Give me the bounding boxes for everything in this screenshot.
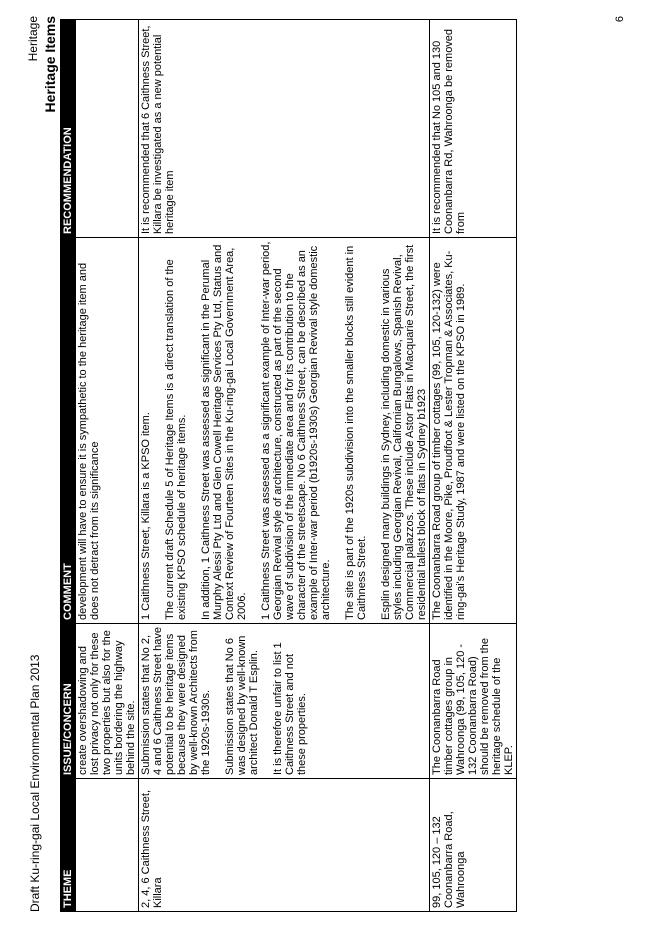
- comment-paragraph: The site is part of the 1920s subdivision into the smaller blocks still evident in Caithness Street.: [344, 245, 368, 620]
- comment-cell: [430, 238, 517, 624]
- comment-cell: [139, 238, 430, 624]
- issue-paragraph: create overshadowing and lost privacy not only for these two properties but also for the units bordering the highway behind the site.: [77, 630, 137, 775]
- heritage-table: [60, 19, 517, 912]
- header-theme: THEME: [61, 779, 76, 912]
- comment-paragraph: 1 Caithness Street, Killara is a KPSO item.: [140, 412, 152, 620]
- table-header-row: [61, 20, 76, 912]
- theme-cell: [139, 779, 430, 912]
- comment-paragraph: In addition, 1 Caithness Street was assessed as significant in the Perumal Murphy Alessi Pty Ltd and Glen Cowell Heritage Services Pty Ltd, Status and Context Review of Fourteen Sites in the Ku-ring-gai Local Government Area, 2006.: [200, 244, 248, 620]
- comment-paragraph: Esplin designed many buildings in Sydney, including domestic in various styles including Georgian Revival, Californian Bungalows, Spanish Revival, Commercial palazzos. These include Astor Flats in Macquarie Street, the first residential tallest block of flats in Sydney b1923: [380, 244, 428, 620]
- recommendation-paragraph: It is recommended that No 105 and 130 Coonanbarra Rd, Wahroonga be removed from: [431, 28, 467, 234]
- table-row: [139, 20, 430, 912]
- comment-paragraph: 1 Caithness Street was assessed as a significant example of Inter-war period, Georgian Revival style of architecture, constructed as part of the second wave of subdivision of the immediate area and for its contribution to the character of the streetscape. No 6 Caithness Street, can be described as an example of Inter-war period (b1920s-1930s) Georgian Revival style domestic architecture.: [260, 241, 332, 620]
- comment-cell: [76, 238, 139, 624]
- header-recommendation: RECOMMENDATION: [61, 20, 76, 238]
- issue-paragraph: Submission states that No 2, 4 and 6 Caithness Street have potential to be heritage items because they were designed by well-known Architects from the 1920s-1930s.: [140, 627, 212, 775]
- issue-cell: [139, 624, 430, 779]
- table-row: [430, 20, 517, 912]
- table-row: [76, 20, 139, 912]
- comment-paragraph: The Coonanbarra Road group of timber cottages (99, 105, 120-132) were identified in the Moore, Pike, Proudfoot & Lester Tropman & Associates, Ku-ring-gai's Heritage Study, 1987 and were listed on the KPSO in 1989.: [431, 250, 467, 620]
- issue-paragraph: The Coonanbarra Road timber cottages group in Wahroonga (99, 105, 120 - 132 Coonanbarra Road) should be removed from the heritage schedule of the KLEP.: [431, 638, 515, 775]
- recommendation-cell: [139, 20, 430, 238]
- theme-paragraph: 99, 105, 120 – 132 Coonanbarra Road, Wahroonga: [431, 811, 467, 908]
- comment-paragraph: development will have to ensure it is sympathetic to the heritage item and does not detract from its significance: [77, 262, 101, 620]
- issue-paragraph: It is therefore unfair to list 1 Caithness Street and not these properties.: [272, 642, 308, 775]
- recommendation-paragraph: It is recommended that 6 Caithness Street, Killara be investigated as a new potential heritage item: [140, 25, 176, 234]
- header-comment: COMMENT: [61, 238, 76, 624]
- section-label: Heritage: [26, 16, 40, 62]
- header-issue: ISSUE/CONCERN: [61, 624, 76, 779]
- recommendation-cell: [430, 20, 517, 238]
- theme-cell: [76, 779, 139, 912]
- recommendation-cell: [76, 20, 139, 238]
- issue-paragraph: Submission states that No 6 was designed by well-known architect Donald T Esplin.: [224, 635, 260, 775]
- comment-paragraph: The current draft Schedule 5 of Heritage Items is a direct translation of the existing KPSO schedule of heritage items.: [164, 259, 188, 620]
- issue-cell: [76, 624, 139, 779]
- issue-cell: [430, 624, 517, 779]
- theme-paragraph: 2, 4, 6 Caithness Street, Killara: [140, 789, 164, 908]
- document-title: Draft Ku-ring-gai Local Environmental Plan 2013: [28, 654, 42, 912]
- theme-cell: [430, 779, 517, 912]
- page-number: 6: [614, 16, 626, 23]
- page-title: Heritage Items: [42, 16, 58, 113]
